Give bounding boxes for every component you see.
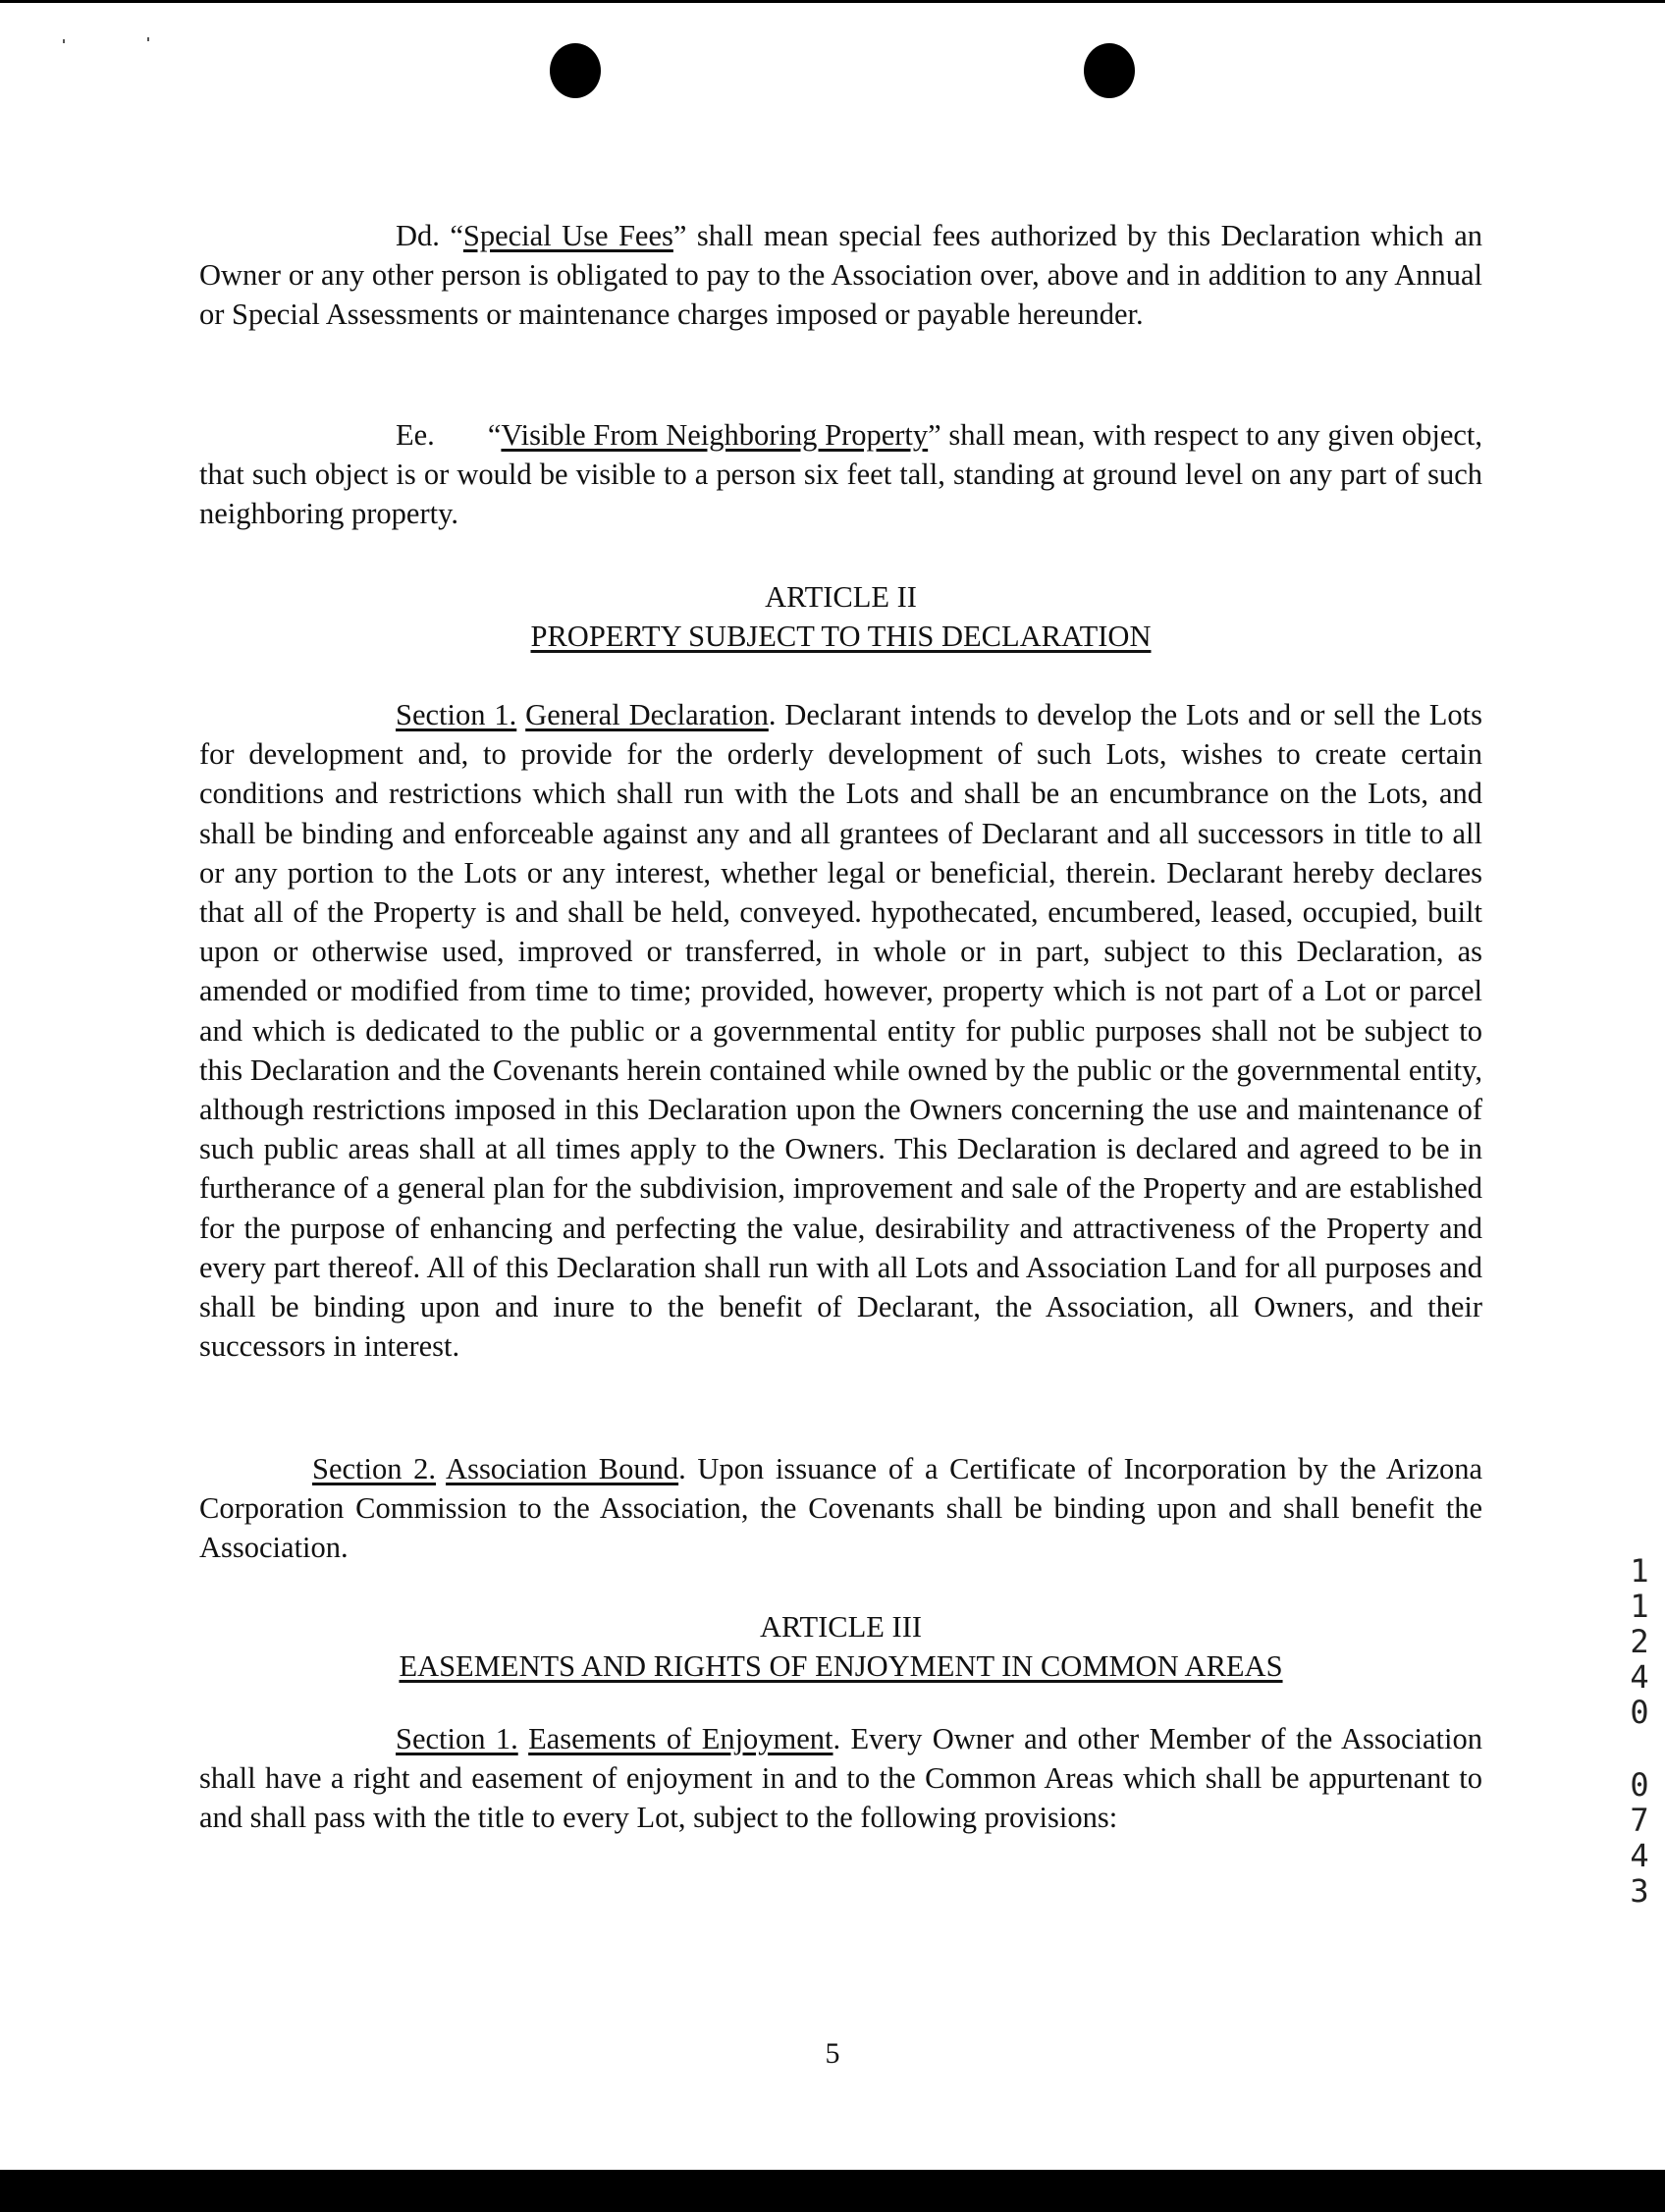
article-2-number: ARTICLE II <box>765 580 917 614</box>
article-2-section-1-text: . Declarant intends to develop the Lots and or sell the Lots for development and, to provide for the orderly development of such Lots, wishes to create certain conditions and restrictions which shall run with the Lots and shall be an encumbrance on the Lots, and shall be binding and enforceable against any and all grantees of Declarant and all successors in title to all or any portion to the Lots or any interest, whether legal or beneficial, therein. Declarant hereby declares that all of the Property is and shall be held, conveyed. hypothecated, encumbered, leased, occupied, built upon or otherwise used, improved or transferred, in whole or in part, subject to this Declaration, as amended or modified from time to time; provided, however, property which is not part of a Lot or parcel and which is dedicated to the public or a governmental entity for public purposes shall not be subject to this Declaration and the Covenants herein contained while owned by the public or the governmental entity, although restrictions imposed in this Declaration upon the Owners concerning the use and maintenance of such public areas shall at all times apply to the Owners. This Declaration is declared and agreed to be in furtherance of a general plan for the subdivision, improvement and sale of the Property and are established for the purpose of enhancing and perfecting the value, desirability and attractiveness of the Property and every part thereof. All of this Declaration shall run with all Lots and Association Land for all purposes and shall be binding upon and inure to the benefit of Declarant, the Association, all Owners, and their successors in interest. <box>199 698 1482 1364</box>
page-number: 5 <box>825 2037 840 2070</box>
recording-digit: 0 <box>1630 1766 1649 1804</box>
page-top-edge <box>0 0 1665 3</box>
definition-dd-term-text: Special Use Fees <box>462 219 673 252</box>
definition-dd-term: “Special Use Fees” <box>450 219 687 252</box>
recording-digit: 2 <box>1630 1623 1649 1660</box>
punch-hole-right <box>1084 43 1135 98</box>
article-2-title: PROPERTY SUBJECT TO THIS DECLARATION <box>530 620 1152 653</box>
article-3-title: EASEMENTS AND RIGHTS OF ENJOYMENT IN COMMON AREAS <box>399 1649 1283 1683</box>
recording-digit: 1 <box>1630 1588 1649 1625</box>
recording-number <box>1620 1553 1659 1909</box>
definition-ee-text: shall mean, with respect to any given object, that such object is or would be visible to a person six feet tall, standing at ground level on any part of such neighboring property. <box>199 418 1483 531</box>
article-3-section-1-label: Section 1. <box>396 1722 518 1755</box>
punch-hole-left <box>550 43 601 98</box>
article-2-section-1 <box>199 695 1482 1366</box>
scan-speck <box>147 37 149 41</box>
article-2-section-2-heading: Association Bound <box>446 1452 679 1485</box>
article-2-section-2-label: Section 2. <box>312 1452 437 1485</box>
article-2-section-1-label: Section 1. <box>396 698 517 731</box>
recording-digit: 0 <box>1630 1694 1649 1731</box>
page-bottom-edge <box>0 2170 1665 2212</box>
definition-ee-term-text: Visible From Neighboring Property <box>501 418 929 452</box>
recording-gap <box>1620 1730 1659 1767</box>
recording-digit: 1 <box>1630 1552 1649 1590</box>
recording-digit: 4 <box>1630 1837 1649 1874</box>
recording-digit: 4 <box>1630 1658 1649 1696</box>
article-3-number: ARTICLE III <box>759 1610 923 1644</box>
article-2-section-2-text: . Upon issuance of a Certificate of Incorporation by the Arizona Corporation Commission to the Association, the Covenants shall be binding upon and shall benefit the Association. <box>199 1452 1482 1565</box>
article-3-section-1-text: . Every Owner and other Member of the Association shall have a right and easement of enjoyment in and to the Common Areas which shall be appurtenant to and shall pass with the title to every Lot, subject to the following provisions: <box>199 1722 1482 1835</box>
scan-speck <box>63 39 65 43</box>
definition-dd-text: shall mean special fees authorized by this Declaration which an Owner or any other person is obligated to pay to the Association over, above and in addition to any Annual or Special Assessments or maintenance charges imposed or payable hereunder. <box>199 219 1483 332</box>
article-3-section-1 <box>199 1719 1482 1838</box>
article-3-section-1-heading: Easements of Enjoyment <box>528 1722 833 1755</box>
definition-ee <box>199 415 1482 534</box>
article-2-section-2 <box>199 1449 1482 1568</box>
article-2-section-1-heading: General Declaration <box>525 698 769 731</box>
definition-ee-letter: Ee. <box>396 418 435 452</box>
definition-ee-term: “Visible From Neighboring Property” <box>487 418 941 452</box>
article-2-heading <box>199 577 1482 656</box>
definition-dd-letter: Dd. <box>396 219 440 252</box>
article-3-heading <box>199 1607 1482 1686</box>
definition-dd <box>199 216 1482 335</box>
recording-digit: 3 <box>1630 1872 1649 1910</box>
recording-digit: 7 <box>1630 1802 1649 1839</box>
